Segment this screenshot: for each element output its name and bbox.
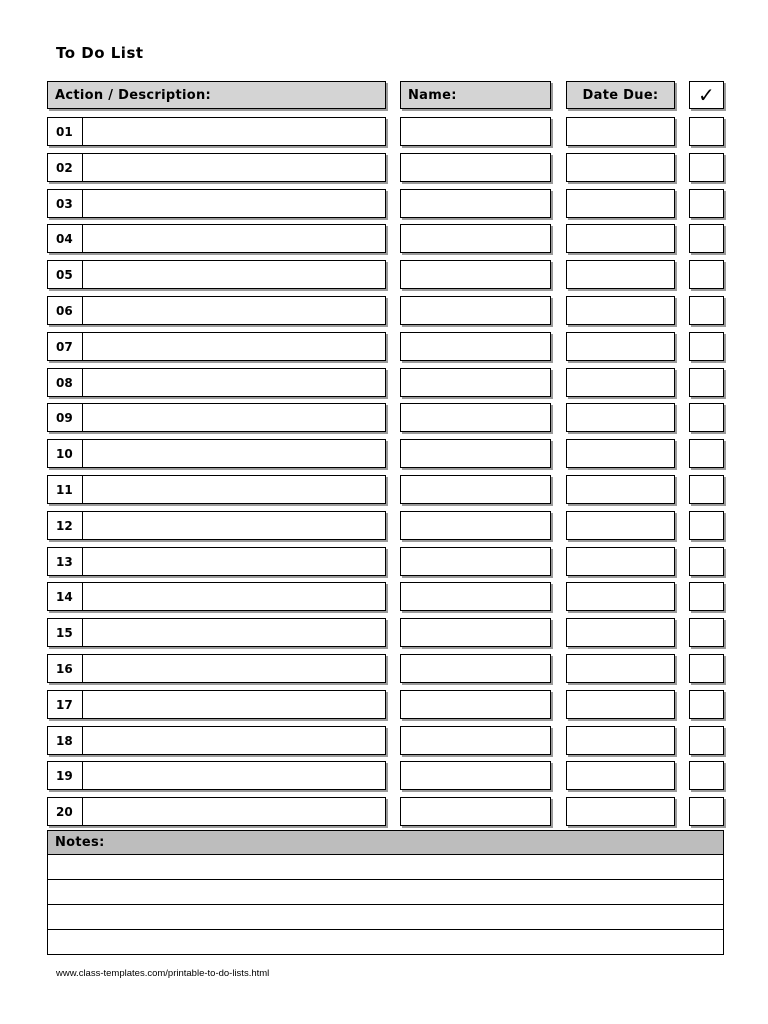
action-description-field[interactable] <box>47 547 386 576</box>
header-date-label: Date Due: <box>582 87 659 103</box>
todo-row <box>0 726 768 755</box>
checkmark-icon: ✓ <box>697 83 716 107</box>
name-field[interactable] <box>400 761 551 790</box>
action-description-field[interactable] <box>47 511 386 540</box>
name-field[interactable] <box>400 153 551 182</box>
name-field[interactable] <box>400 117 551 146</box>
action-description-field[interactable] <box>47 117 386 146</box>
row-number: 17 <box>48 691 83 718</box>
action-description-field[interactable] <box>47 654 386 683</box>
notes-label: Notes: <box>55 835 105 850</box>
action-description-field[interactable] <box>47 260 386 289</box>
name-field[interactable] <box>400 403 551 432</box>
action-description-field[interactable] <box>47 439 386 468</box>
todo-row <box>0 117 768 146</box>
date-due-field[interactable] <box>566 618 675 647</box>
todo-row <box>0 475 768 504</box>
done-checkbox[interactable] <box>689 368 724 397</box>
row-number: 04 <box>48 225 83 252</box>
date-due-field[interactable] <box>566 690 675 719</box>
date-due-field[interactable] <box>566 296 675 325</box>
name-field[interactable] <box>400 475 551 504</box>
notes-line[interactable] <box>47 930 724 955</box>
action-description-field[interactable] <box>47 368 386 397</box>
done-checkbox[interactable] <box>689 797 724 826</box>
row-number: 06 <box>48 297 83 324</box>
row-number: 01 <box>48 118 83 145</box>
done-checkbox[interactable] <box>689 403 724 432</box>
row-number: 09 <box>48 404 83 431</box>
row-number: 07 <box>48 333 83 360</box>
row-number: 10 <box>48 440 83 467</box>
action-description-field[interactable] <box>47 797 386 826</box>
name-field[interactable] <box>400 368 551 397</box>
done-checkbox[interactable] <box>689 690 724 719</box>
done-checkbox[interactable] <box>689 296 724 325</box>
date-due-field[interactable] <box>566 260 675 289</box>
action-description-field[interactable] <box>47 475 386 504</box>
action-description-field[interactable] <box>47 189 386 218</box>
name-field[interactable] <box>400 332 551 361</box>
done-checkbox[interactable] <box>689 117 724 146</box>
todo-row <box>0 224 768 253</box>
date-due-field[interactable] <box>566 582 675 611</box>
todo-row <box>0 797 768 826</box>
done-checkbox[interactable] <box>689 224 724 253</box>
action-description-field[interactable] <box>47 403 386 432</box>
done-checkbox[interactable] <box>689 761 724 790</box>
todo-row <box>0 403 768 432</box>
date-due-field[interactable] <box>566 654 675 683</box>
todo-row <box>0 260 768 289</box>
name-field[interactable] <box>400 439 551 468</box>
todo-row <box>0 189 768 218</box>
done-checkbox[interactable] <box>689 511 724 540</box>
name-field[interactable] <box>400 690 551 719</box>
name-field[interactable] <box>400 582 551 611</box>
row-number: 12 <box>48 512 83 539</box>
date-due-field[interactable] <box>566 547 675 576</box>
row-number: 05 <box>48 261 83 288</box>
action-description-field[interactable] <box>47 582 386 611</box>
name-field[interactable] <box>400 511 551 540</box>
done-checkbox[interactable] <box>689 726 724 755</box>
row-number: 14 <box>48 583 83 610</box>
name-field[interactable] <box>400 260 551 289</box>
row-number: 11 <box>48 476 83 503</box>
action-description-field[interactable] <box>47 726 386 755</box>
done-checkbox[interactable] <box>689 332 724 361</box>
row-number: 19 <box>48 762 83 789</box>
name-field[interactable] <box>400 797 551 826</box>
notes-line[interactable] <box>47 880 724 905</box>
date-due-field[interactable] <box>566 117 675 146</box>
action-description-field[interactable] <box>47 618 386 647</box>
date-due-field[interactable] <box>566 439 675 468</box>
done-checkbox[interactable] <box>689 153 724 182</box>
todo-row <box>0 618 768 647</box>
todo-row <box>0 368 768 397</box>
row-number: 18 <box>48 727 83 754</box>
notes-line[interactable] <box>47 855 724 880</box>
date-due-field[interactable] <box>566 368 675 397</box>
name-field[interactable] <box>400 189 551 218</box>
page-title: To Do List <box>56 44 144 62</box>
date-due-field[interactable] <box>566 189 675 218</box>
todo-row <box>0 332 768 361</box>
name-field[interactable] <box>400 224 551 253</box>
date-due-field[interactable] <box>566 797 675 826</box>
notes-line[interactable] <box>47 905 724 930</box>
date-due-field[interactable] <box>566 511 675 540</box>
done-checkbox[interactable] <box>689 582 724 611</box>
done-checkbox[interactable] <box>689 260 724 289</box>
header-name-label: Name: <box>408 87 457 103</box>
name-field[interactable] <box>400 726 551 755</box>
done-checkbox[interactable] <box>689 189 724 218</box>
name-field[interactable] <box>400 618 551 647</box>
done-checkbox[interactable] <box>689 654 724 683</box>
name-field[interactable] <box>400 654 551 683</box>
todo-row <box>0 582 768 611</box>
row-number: 03 <box>48 190 83 217</box>
header-action-label: Action / Description: <box>55 87 212 103</box>
todo-row <box>0 153 768 182</box>
row-number: 20 <box>48 798 83 825</box>
done-checkbox[interactable] <box>689 618 724 647</box>
date-due-field[interactable] <box>566 475 675 504</box>
date-due-field[interactable] <box>566 403 675 432</box>
date-due-field[interactable] <box>566 726 675 755</box>
done-checkbox[interactable] <box>689 439 724 468</box>
action-description-field[interactable] <box>47 690 386 719</box>
row-number: 13 <box>48 548 83 575</box>
todo-row <box>0 761 768 790</box>
todo-row <box>0 296 768 325</box>
date-due-field[interactable] <box>566 761 675 790</box>
action-description-field[interactable] <box>47 224 386 253</box>
done-checkbox[interactable] <box>689 547 724 576</box>
row-number: 08 <box>48 369 83 396</box>
todo-row <box>0 654 768 683</box>
name-field[interactable] <box>400 296 551 325</box>
done-checkbox[interactable] <box>689 475 724 504</box>
todo-row <box>0 511 768 540</box>
todo-row <box>0 690 768 719</box>
footer-url: www.class-templates.com/printable-to-do-lists.html <box>56 968 270 979</box>
name-field[interactable] <box>400 547 551 576</box>
todo-row <box>0 547 768 576</box>
action-description-field[interactable] <box>47 296 386 325</box>
todo-row <box>0 439 768 468</box>
date-due-field[interactable] <box>566 224 675 253</box>
row-number: 02 <box>48 154 83 181</box>
action-description-field[interactable] <box>47 761 386 790</box>
date-due-field[interactable] <box>566 332 675 361</box>
row-number: 16 <box>48 655 83 682</box>
date-due-field[interactable] <box>566 153 675 182</box>
notes-header <box>47 830 724 855</box>
action-description-field[interactable] <box>47 332 386 361</box>
action-description-field[interactable] <box>47 153 386 182</box>
row-number: 15 <box>48 619 83 646</box>
